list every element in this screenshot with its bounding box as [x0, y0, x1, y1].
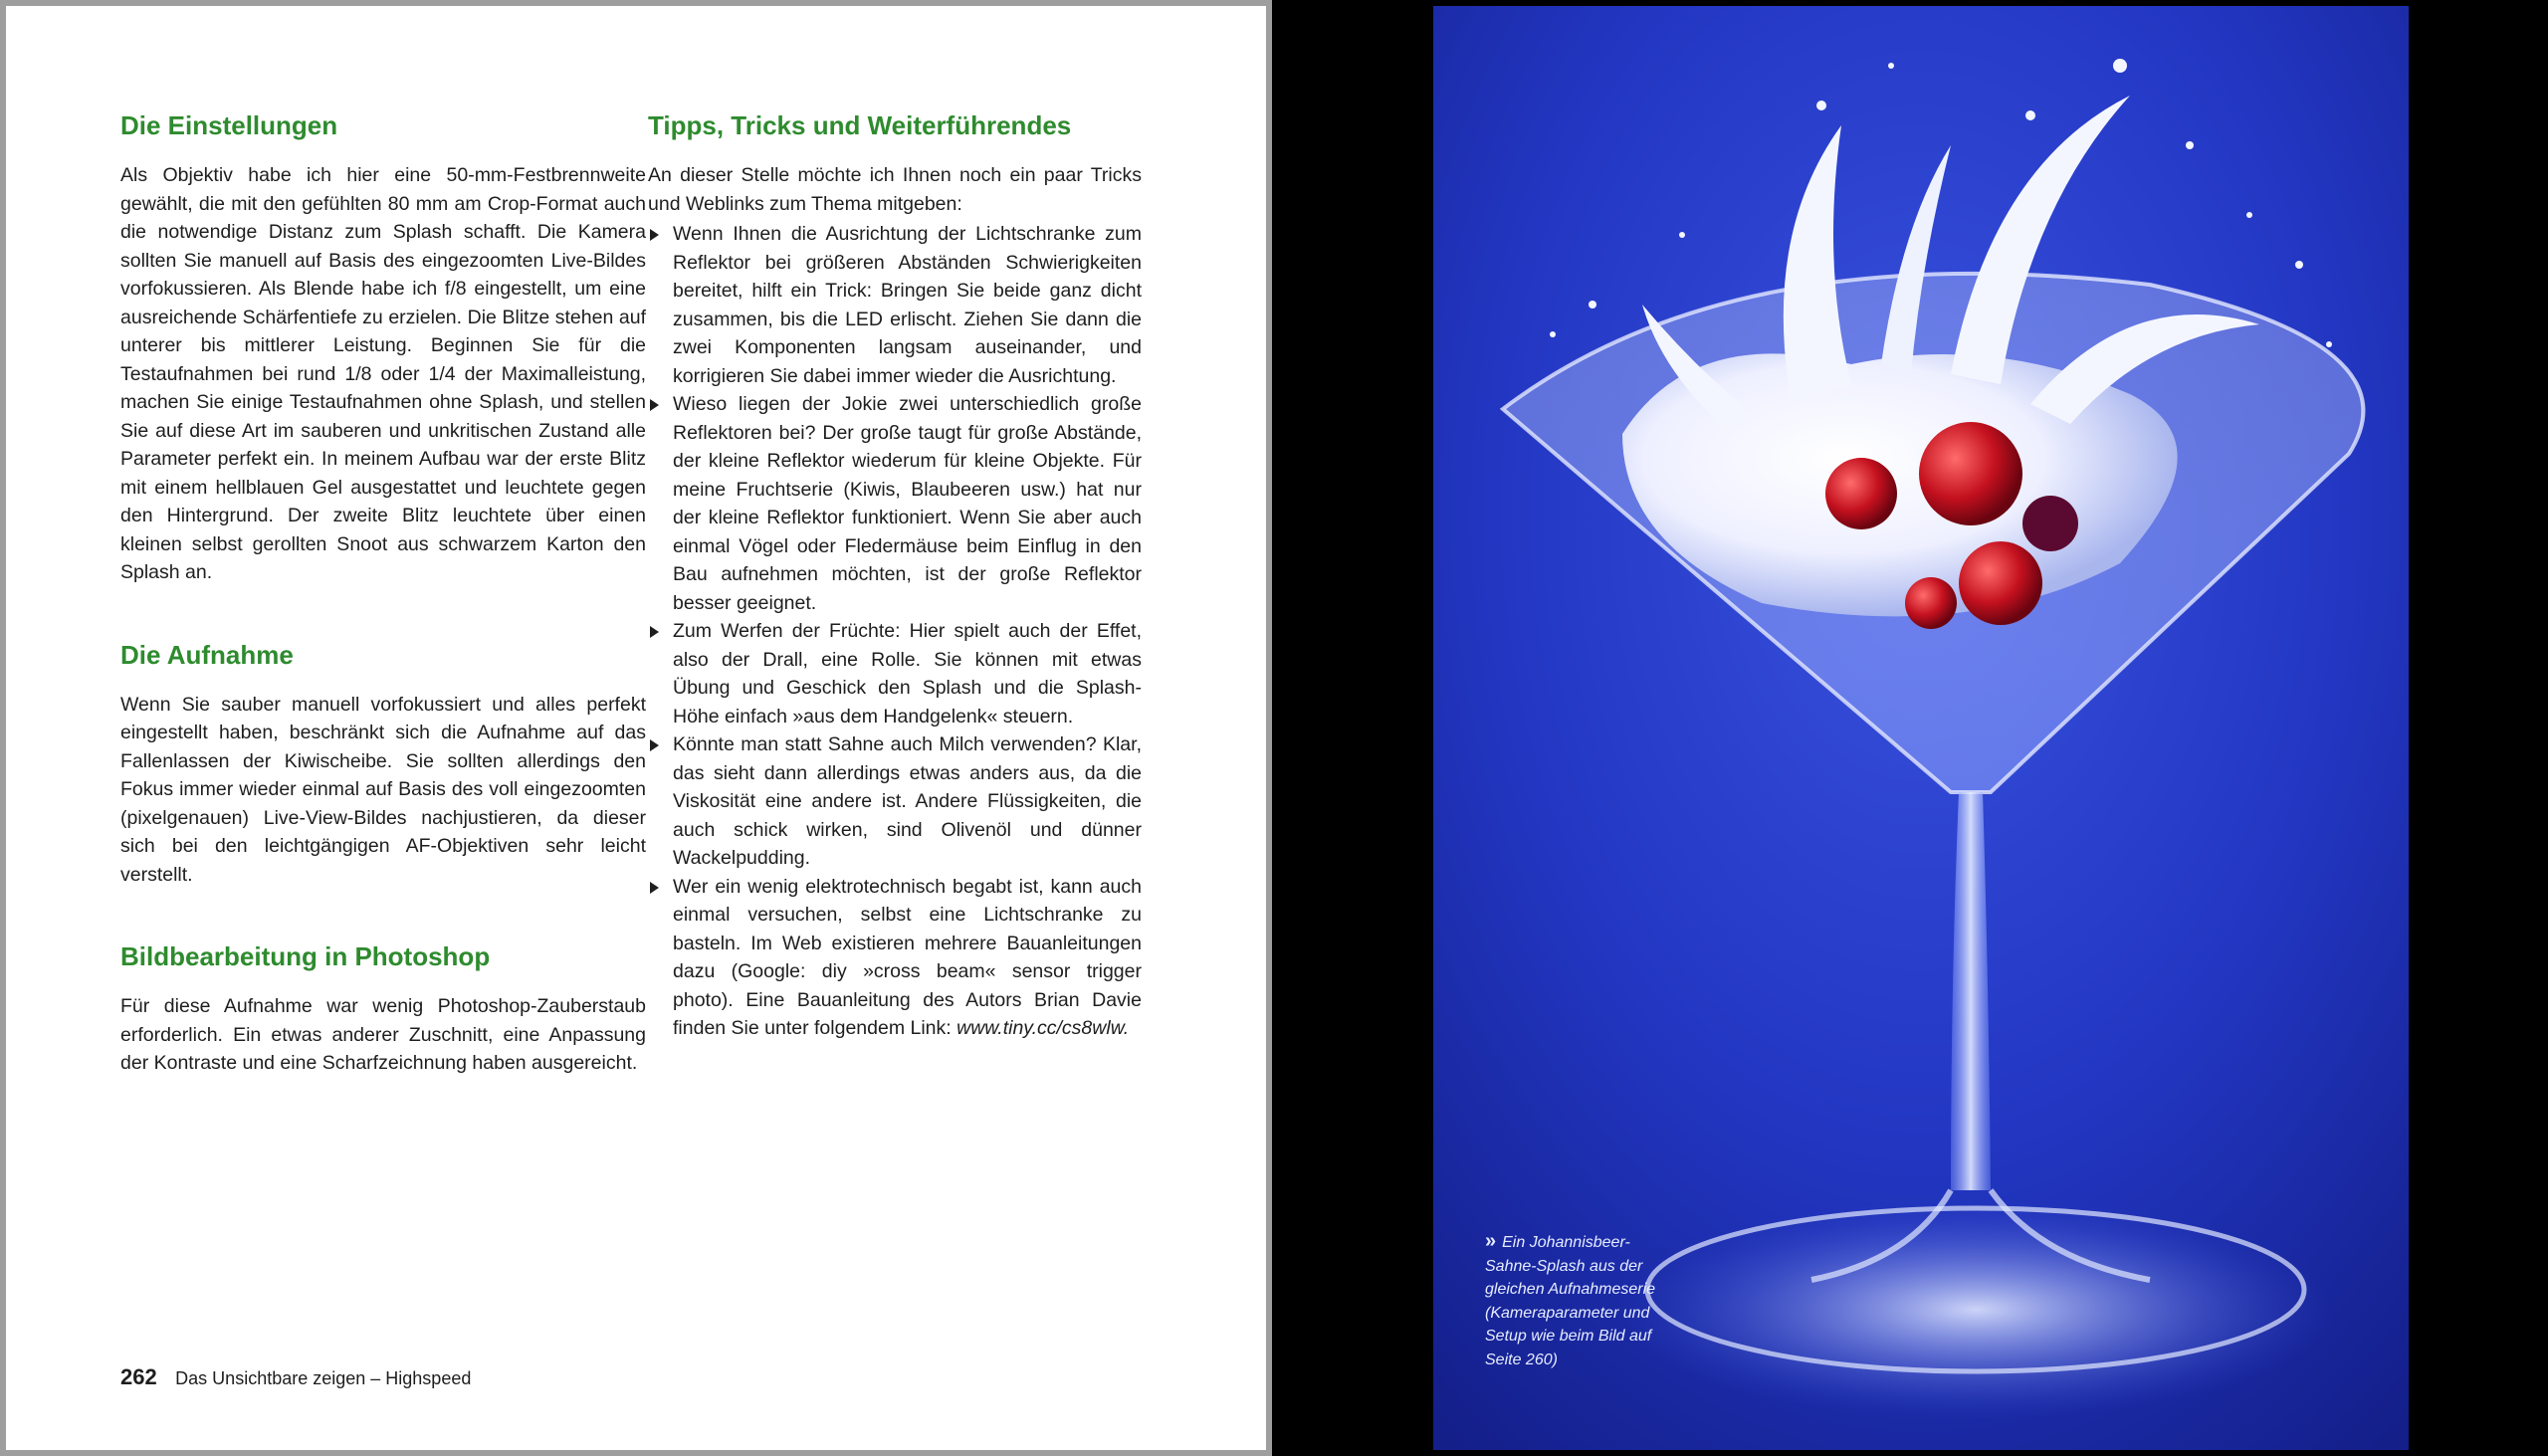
running-head: Das Unsichtbare zeigen – Highspeed: [175, 1368, 472, 1388]
section-heading: Tipps, Tricks und Weiterführendes: [648, 110, 1072, 140]
list-item: [648, 617, 1142, 730]
gutter: [1272, 0, 1433, 1456]
left-text-column: [120, 102, 646, 1122]
list-item-text: Wieso liegen der Jokie zwei unterschiedlich große Reflektoren bei? Der große taugt für große Abstände, der kleine Reflektor wiederum für kleine Objekte. Für meine Fruchtserie (Kiwis, Blaubeeren usw.) hat nur der kleine Reflektor funktioniert. Wenn Sie aber auch einmal Vögel oder Fledermäuse beim Einflug in den Bau aufnehmen möchten, ist der große Reflektor besser geeignet.: [673, 393, 1142, 614]
section-body: Wenn Sie sauber manuell vorfokussiert und alles perfekt eingestellt haben, beschränkt sich die Aufnahme auf das Fallenlassen der Kiwischeibe. Sie sollten allerdings den Fokus immer wieder einmal auf Basis des voll eingezoomten (pixelgenauen) Live-View-Bildes nachjustieren, da dieser sich bei den leichtgängigen AF-Objektiven sehr leicht verstellt.: [120, 693, 646, 886]
caption-text: Ein Johannisbeer-Sahne-Splash aus der gleichen Aufnahmeserie (Kameraparameter und Setup wie beim Bild auf Seite 260): [1485, 1234, 1656, 1368]
triangle-bullet-icon: [650, 739, 659, 751]
list-item: [648, 730, 1142, 873]
page-footer: [120, 1364, 471, 1390]
section-heading: Die Einstellungen: [120, 110, 338, 140]
right-black-margin: [2409, 0, 2548, 1456]
list-item: [648, 390, 1142, 617]
tips-list: [648, 220, 1142, 1043]
list-item-text: Zum Werfen der Früchte: Hier spielt auch der Effet, also der Drall, eine Rolle. Sie können mit etwas Übung und Geschick den Splash und die Splash-Höhe einfach »aus dem Handgelenk« steuern.: [673, 620, 1142, 728]
list-item: [648, 220, 1142, 390]
section-heading: Die Aufnahme: [120, 639, 294, 670]
list-item-text: Könnte man statt Sahne auch Milch verwenden? Klar, das sieht dann allerdings etwas anders aus, da die Viskosität eine andere ist. Andere Flüssigkeiten, die auch schick wirken, sind Olivenöl und dünner Wackelpudding.: [673, 733, 1142, 869]
section-einstellungen: [120, 102, 646, 587]
section-body: Für diese Aufnahme war wenig Photoshop-Zauberstaub erforderlich. Ein etwas anderer Zuschnitt, eine Anpassung der Kontraste und eine Scharfzeichnung haben ausgereicht.: [120, 995, 646, 1074]
section-bildbearbeitung: [120, 933, 646, 1078]
section-body: Als Objektiv habe ich hier eine 50-mm-Festbrennweite gewählt, die mit den gefühlten 80 mm am Crop-Format auch die notwendige Distanz zum Splash schafft. Die Kamera sollten Sie manuell auf Basis des eingezoomten Live-Bildes vorfokussieren. Als Blende habe ich f/8 eingestellt, um eine ausreichende Schärfentiefe zu erzielen. Die Blitze stehen auf unterer bis mittlerer Leistung. Beginnen Sie für die Testaufnahmen bei rund 1/8 oder 1/4 der Maximalleistung, machen Sie einige Testaufnahmen ohne Splash, und stellen Sie auf diese Art im sauberen und unkritischen Zustand alle Parameter perfekt ein. In meinem Aufbau war der erste Blitz mit einem hellblauen Gel ausgestattet und leuchtete gegen den Hintergrund. Der zweite Blitz leuchtete über einen kleinen selbst gerollten Snoot aus schwarzem Karton den Splash an.: [120, 164, 646, 583]
tips-intro: An dieser Stelle möchte ich Ihnen noch ein paar Tricks und Weblinks zum Thema mitgeben:: [648, 164, 1142, 215]
section-heading: Bildbearbeitung in Photoshop: [120, 941, 491, 971]
right-text-column: [648, 102, 1142, 1043]
photo-caption: [1485, 1230, 1664, 1371]
triangle-bullet-icon: [650, 399, 659, 411]
caption-marker: »: [1485, 1230, 1497, 1252]
list-item-text: Wer ein wenig elektrotechnisch begabt ist, kann auch einmal versuchen, selbst eine Lichtschranke zu basteln. Im Web existieren mehrere Bauanleitungen dazu (Google: diy »cross beam« sensor trigger photo). Eine Bauanleitung des Autors Brian Davie finden Sie unter folgendem Link:: [673, 875, 1142, 1039]
triangle-bullet-icon: [650, 229, 659, 241]
section-aufnahme: [120, 631, 646, 890]
list-item-text: Wenn Ihnen die Ausrichtung der Lichtschranke zum Reflektor bei größeren Abständen Schwierigkeiten bereitet, hilft ein Trick: Bringen Sie beide ganz dicht zusammen, bis die LED erlischt. Ziehen Sie dann die zwei Komponenten langsam auseinander, und korrigieren Sie dabei immer wieder die Ausrichtung.: [673, 223, 1142, 387]
web-link[interactable]: www.tiny.cc/cs8wlw.: [956, 1017, 1130, 1039]
page-number: 262: [120, 1364, 157, 1389]
list-item: [648, 873, 1142, 1043]
triangle-bullet-icon: [650, 626, 659, 638]
triangle-bullet-icon: [650, 882, 659, 894]
